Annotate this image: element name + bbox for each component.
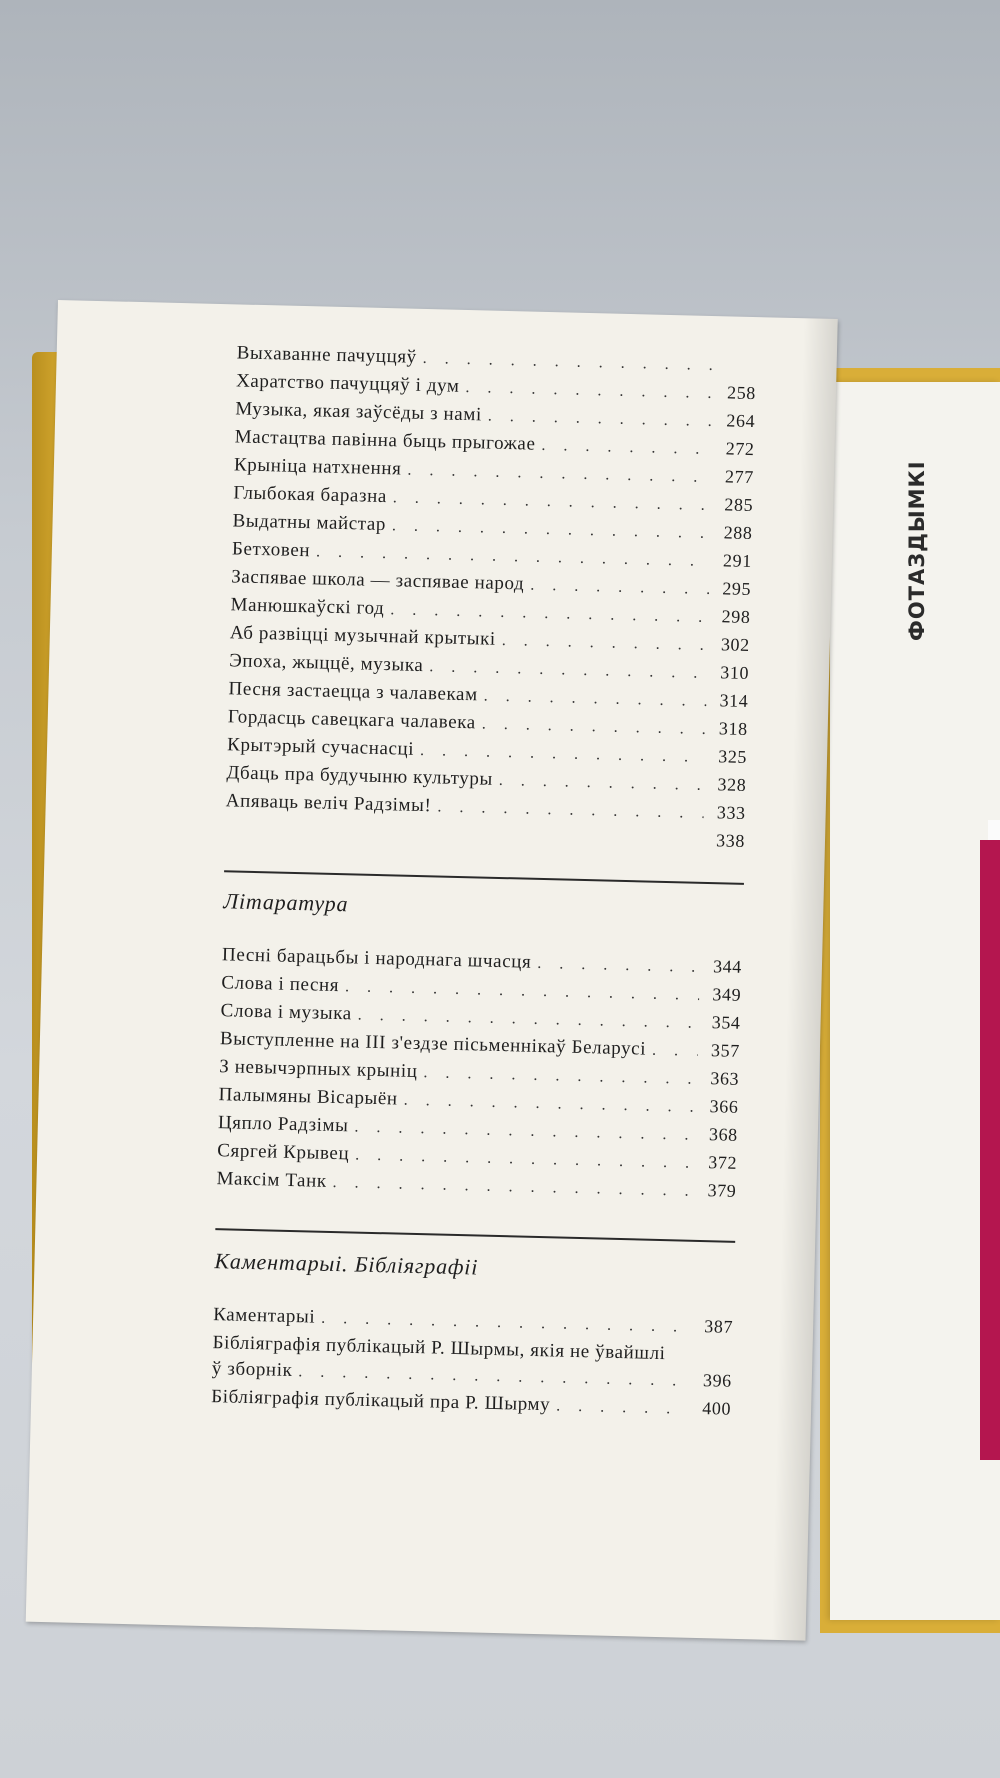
toc-entry-title: Манюшкаўскі год — [230, 594, 385, 620]
toc-entry-title: Бібліяграфія публікацый Р. Шырмы, якія не ўвайшлі — [212, 1332, 666, 1365]
leader-dots — [502, 632, 708, 655]
toc-entry-page: 344 — [712, 956, 743, 977]
leader-dots — [358, 1007, 699, 1033]
leader-dots — [345, 978, 700, 1005]
toc-entry-title: Дбаць пра будучыню культуры — [226, 762, 494, 790]
leader-dots — [393, 489, 712, 515]
toc-entry-page: 291 — [722, 550, 753, 572]
toc-entry-title: ў зборнік — [211, 1358, 293, 1382]
toc-entry-page: 354 — [711, 1012, 741, 1033]
toc-entry-page: 387 — [704, 1316, 734, 1337]
toc-section-literature — [216, 944, 742, 1209]
photo-edge — [980, 840, 1000, 1460]
leader-dots — [298, 1363, 690, 1391]
leader-dots — [556, 1398, 689, 1419]
toc-entry-page: 333 — [716, 802, 746, 823]
toc-entry-page: 338 — [715, 830, 746, 851]
toc-entry-title: Максім Танк — [216, 1168, 327, 1192]
leader-dots — [537, 955, 700, 977]
toc-entry-title: Выступленне на III з'ездзе пісьменнікаў Беларусі — [219, 1028, 647, 1060]
toc-entry-page — [720, 370, 756, 371]
leader-dots — [390, 601, 709, 627]
toc-entry-title: Бібліяграфія публікацый пра Р. Шырму — [210, 1386, 551, 1416]
toc-entry-title: Песні барацьбы і народнага шчасця — [221, 944, 532, 973]
toc-entry-page: 349 — [712, 984, 742, 1005]
leader-dots — [392, 517, 711, 543]
toc-entry-page: 372 — [708, 1152, 738, 1173]
toc-entry-page: 302 — [720, 634, 751, 656]
leader-dots — [355, 1147, 695, 1173]
toc-entry-page: 379 — [707, 1180, 737, 1201]
leader-dots — [465, 379, 714, 403]
toc-entry-title: Крытэрый сучаснасці — [226, 734, 415, 760]
toc-entry-page: 328 — [717, 774, 747, 795]
toc-entry-title: Музыка, якая заўсёды з намі — [235, 398, 483, 426]
toc-entry-page: 288 — [723, 522, 753, 544]
leader-dots — [530, 577, 709, 599]
toc-entry-title: Слова і песня — [221, 972, 340, 997]
toc-entry-title: Выхаванне пачуццяў — [236, 342, 418, 368]
toc-entry-title: Выдатны майстар — [232, 510, 387, 536]
leader-dots — [420, 742, 705, 767]
leader-dots — [499, 772, 705, 795]
leader-dots — [403, 1092, 696, 1117]
toc-entry-page: 295 — [722, 578, 752, 600]
toc-entry-title: Крыніца натхнення — [233, 454, 402, 480]
leader-dots — [429, 658, 707, 683]
left-page — [26, 300, 838, 1641]
toc-entry-title: Палымяны Вісарыён — [218, 1084, 398, 1110]
leader-dots — [483, 688, 706, 711]
toc-entry-title: Песня застаецца з чалавекам — [228, 678, 478, 706]
toc-entry-page: 368 — [708, 1124, 739, 1145]
toc-entry-page: 325 — [717, 746, 748, 767]
toc-entry-page: 272 — [725, 438, 755, 460]
toc-entry-page: 400 — [702, 1398, 732, 1419]
toc-entry-title: Бетховен — [231, 538, 311, 562]
table-of-contents — [26, 300, 838, 1641]
leader-dots — [321, 1310, 691, 1337]
leader-dots — [354, 1118, 696, 1144]
toc-entry-page: 310 — [720, 662, 750, 683]
right-page-title: ФОТАЗДЫМКІ — [905, 460, 929, 642]
section-divider — [215, 1228, 735, 1243]
toc-entry-page: 363 — [710, 1068, 740, 1089]
toc-entry-page: 314 — [719, 690, 749, 711]
toc-entry-title: Аб развіцці музычнай крытыкі — [229, 622, 497, 650]
section-heading: Літаратура — [223, 888, 349, 917]
leader-dots — [407, 462, 712, 487]
leader-dots — [332, 1174, 694, 1201]
toc-entry-page: 258 — [726, 382, 757, 404]
toc-entry-page: 396 — [702, 1370, 733, 1391]
toc-entry-page: 318 — [718, 718, 748, 739]
toc-entry-title: Слова і музыка — [220, 1000, 353, 1025]
toc-entry-title: Глыбокая баразна — [233, 482, 388, 508]
leader-dots — [423, 1064, 697, 1089]
toc-entry-title: Харатство пачуццяў і дум — [235, 370, 460, 397]
toc-entry-title: Апяваць веліч Радзімы! — [225, 790, 432, 817]
toc-entry-title: Сяргей Крывец — [217, 1140, 350, 1165]
toc-entry-title: Мастацтва павінна быць прыгожае — [234, 426, 536, 455]
leader-dots — [541, 437, 713, 459]
toc-entry-page: 285 — [724, 494, 754, 516]
section-divider — [224, 870, 744, 885]
leader-dots — [437, 798, 704, 823]
leader-dots — [488, 408, 714, 432]
toc-entry-title: Каментарыі — [213, 1304, 316, 1328]
toc-entry-page: 298 — [721, 606, 751, 628]
leader-dots — [652, 1042, 698, 1061]
leader-dots — [423, 350, 715, 375]
toc-entry-page — [696, 1360, 732, 1361]
toc-entry-page: 264 — [726, 410, 756, 432]
section-heading: Каментарыі. Бібліяграфіі — [214, 1248, 479, 1280]
toc-entry-title: Эпоха, жыццё, музыка — [228, 650, 424, 677]
toc-entry-title: З невычэрпных крыніц — [219, 1056, 418, 1083]
toc-section-music — [225, 342, 757, 859]
toc-entry-page: 277 — [724, 466, 755, 488]
leader-dots — [482, 715, 706, 738]
toc-entry-page: 357 — [710, 1040, 741, 1061]
toc-entry-page: 366 — [709, 1096, 739, 1117]
toc-entry-title: Цяпло Радзімы — [217, 1112, 349, 1137]
toc-entry-title: Заспявае школа — заспявае народ — [231, 566, 525, 595]
toc-section-commentary — [211, 1304, 734, 1427]
toc-entry-title: Гордасць савецкага чалавека — [227, 706, 477, 734]
